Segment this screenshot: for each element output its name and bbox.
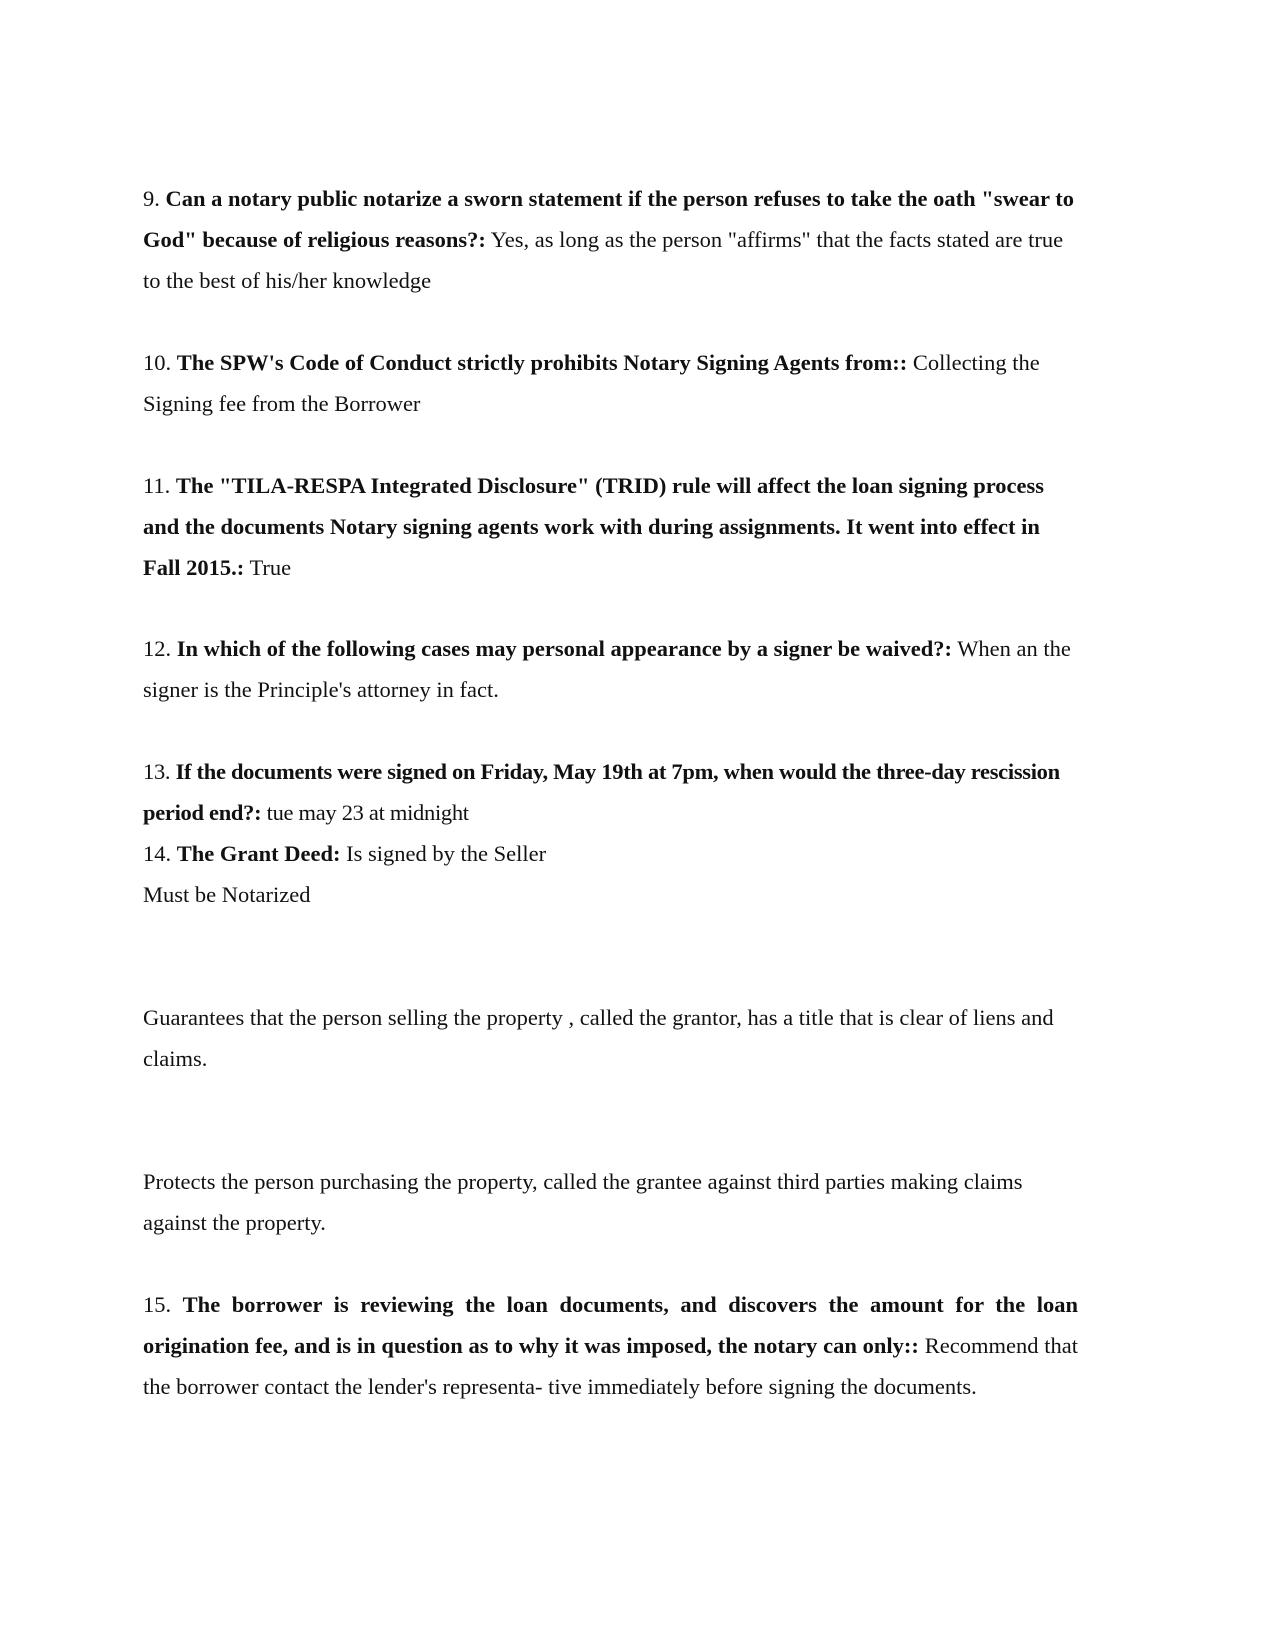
item-number: 10. — [143, 350, 172, 375]
item-13 — [143, 751, 1078, 833]
question: If the documents were signed on Friday, May 19th at 7pm, when would the three-day rescission period end?: — [143, 759, 1060, 825]
question: The Grant Deed: — [176, 841, 341, 866]
question: The SPW's Code of Conduct strictly prohibits Notary Signing Agents from:: — [176, 350, 908, 375]
answer: Is signed by the Seller — [346, 841, 547, 866]
item-number: 13. — [143, 759, 171, 784]
question: The "TILA-RESPA Integrated Disclosure" (TRID) rule will affect the loan signing process and the documents Notary signing agents work with during assignments. It went into effect in Fall 2015.: — [143, 473, 1045, 580]
item-number: 12. — [143, 636, 172, 661]
item-14-extra-3: Protects the person purchasing the property, called the grantee against third parties making claims against the property. — [143, 1169, 1023, 1235]
answer: True — [249, 555, 292, 580]
item-number: 14. — [143, 841, 172, 866]
answer: Yes, as long as the person "affirms" that the facts stated are true to the best of his/her knowledge — [143, 227, 1064, 293]
item-12 — [143, 628, 1078, 710]
item-14-extra-2: Guarantees that the person selling the property , called the grantor, has a title that is clear of liens and claims. — [143, 1005, 1054, 1071]
question: In which of the following cases may personal appearance by a signer be waived?: — [176, 636, 952, 661]
item-14-extra-1: Must be Notarized — [143, 882, 311, 907]
answer: tue may 23 at midnight — [266, 800, 469, 825]
answer: Recommend that the borrower contact the lender's representa- tive immediately before signing the documents. — [143, 1333, 1078, 1399]
item-14 — [143, 833, 1078, 874]
question: The borrower is reviewing the loan documents, and discovers the amount for the loan origination fee, and is in question as to why it was imposed, the notary can only:: — [143, 1292, 1078, 1358]
item-11 — [143, 465, 1078, 588]
answer: Collecting the Signing fee from the Borrower — [143, 350, 1040, 416]
item-number: 9. — [143, 186, 160, 211]
item-number: 15. — [143, 1292, 172, 1317]
item-number: 11. — [143, 473, 171, 498]
question: Can a notary public notarize a sworn statement if the person refuses to take the oath "swear to God" because of religious reasons?: — [143, 186, 1074, 252]
answer: When an the signer is the Principle's attorney in fact. — [143, 636, 1071, 702]
item-10 — [143, 342, 1078, 424]
item-9 — [143, 178, 1078, 301]
item-15 — [143, 1284, 1078, 1407]
